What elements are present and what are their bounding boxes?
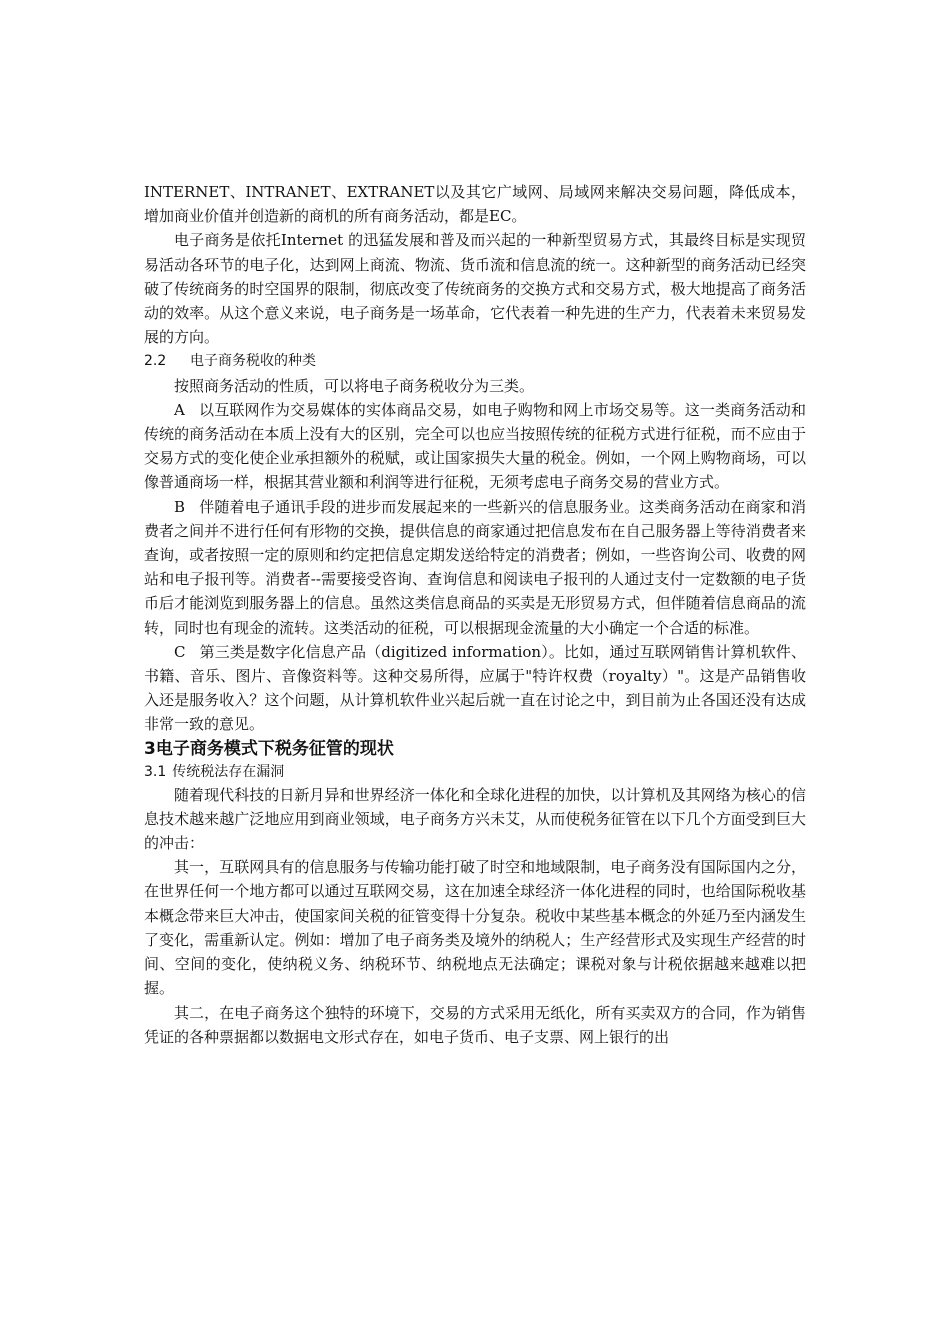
item-text: 第三类是数字化信息产品（digitized information）。比如，通过互联网销售计算机软件、书籍、音乐、图片、音像资料等。这种交易所得，应属于"特许权费（royalty）"。这是产品销售收入还是服务收入？这个问题，从计算机软件业兴起后就一直在讨论之中，到目前为止各国还没有达成非常一致的意见。 bbox=[144, 642, 806, 734]
section-title: 电子商务模式下税务征管的现状 bbox=[155, 738, 394, 759]
section-number: 2.2 bbox=[144, 353, 167, 370]
item-text: 伴随着电子通讯手段的进步而发展起来的一些新兴的信息服务业。这类商务活动在商家和消费者之间并不进行任何有形物的交换，提供信息的商家通过把信息发布在自己服务器上等待消费者来查询，或者按照一定的原则和约定把信息定期发送给特定的消费者；例如，一些咨询公司、收费的网站和电子报刊等。消费者--需要接受咨询、查询信息和阅读电子报刊的人通过支付一定数额的电子货币后才能浏览到服务器上的信息。虽然这类信息商品的买卖是无形贸易方式，但伴随着信息商品的流转，同时也有现金的流转。这类活动的征税，可以根据现金流量的大小确定一个合适的标准。 bbox=[144, 497, 806, 637]
item-label: B bbox=[174, 497, 186, 516]
section-number: 3.1 bbox=[144, 763, 167, 780]
section-title: 传统税法存在漏洞 bbox=[172, 763, 285, 780]
paragraph-type-c bbox=[144, 640, 806, 737]
section-3-1-heading bbox=[144, 761, 806, 783]
item-text: 以互联网作为交易媒体的实体商品交易，如电子购物和网上市场交易等。这一类商务活动和传统的商务活动在本质上没有大的区别，完全可以也应当按照传统的征税方式进行征税，而不应由于交易方式的变化使企业承担额外的税赋，或让国家损失大量的税金。例如，一个网上购物商场，可以像普通商场一样，根据其营业额和利润等进行征税，无须考虑电子商务交易的营业方式。 bbox=[144, 400, 806, 492]
paragraph-impact-first: 其一，互联网具有的信息服务与传输功能打破了时空和地域限制，电子商务没有国际国内之分，在世界任何一个地方都可以通过互联网交易，这在加速全球经济一体化进程的同时，也给国际税收基本概念带来巨大冲击，使国家间关税的征管变得十分复杂。税收中某些基本概念的外延乃至内涵发生了变化，需重新认定。例如：增加了电子商务类及境外的纳税人；生产经营形式及实现生产经营的时间、空间的变化，使纳税义务、纳税环节、纳税地点无法确定；课税对象与计税依据越来越难以把握。 bbox=[144, 858, 806, 998]
paragraph-impact-intro: 随着现代科技的日新月异和世界经济一体化和全球化进程的加快，以计算机及其网络为核心的信息技术越来越广泛地应用到商业领域，电子商务方兴未艾，从而使税务征管在以下几个方面受到巨大的冲击： bbox=[144, 785, 806, 853]
paragraph-type-a bbox=[144, 398, 806, 495]
paragraph-ec-revolution: 电子商务是依托Internet 的迅猛发展和普及而兴起的一种新型贸易方式，其最终目标是实现贸易活动各环节的电子化，达到网上商流、物流、货币流和信息流的统一。这种新型的商务活动已经突破了传统商务的时空国界的限制，彻底改变了传统商务的交换方式和交易方式，极大地提高了商务活动的效率。从这个意义来说，电子商务是一场革命，它代表着一种先进的生产力，代表着未来贸易发展的方向。 bbox=[144, 231, 806, 347]
paragraph-ec-definition: INTERNET、INTRANET、EXTRANET以及其它广域网、局域网来解决交易问题，降低成本，增加商业价值并创造新的商机的所有商务活动，都是EC。 bbox=[144, 183, 806, 226]
paragraph-tax-types-intro: 按照商务活动的性质，可以将电子商务税收分为三类。 bbox=[174, 376, 535, 395]
section-3-heading bbox=[144, 737, 806, 761]
paragraph-impact-second: 其二，在电子商务这个独特的环境下，交易的方式采用无纸化，所有买卖双方的合同，作为销售凭证的各种票据都以数据电文形式存在，如电子货币、电子支票、网上银行的出 bbox=[144, 1003, 806, 1046]
document-page bbox=[144, 180, 806, 1049]
section-2-2-heading bbox=[144, 349, 806, 373]
item-label: A bbox=[174, 400, 185, 419]
paragraph-type-b bbox=[144, 495, 806, 640]
item-label: C bbox=[174, 642, 186, 661]
section-number: 3 bbox=[144, 738, 156, 759]
section-title: 电子商务税收的种类 bbox=[190, 353, 316, 370]
